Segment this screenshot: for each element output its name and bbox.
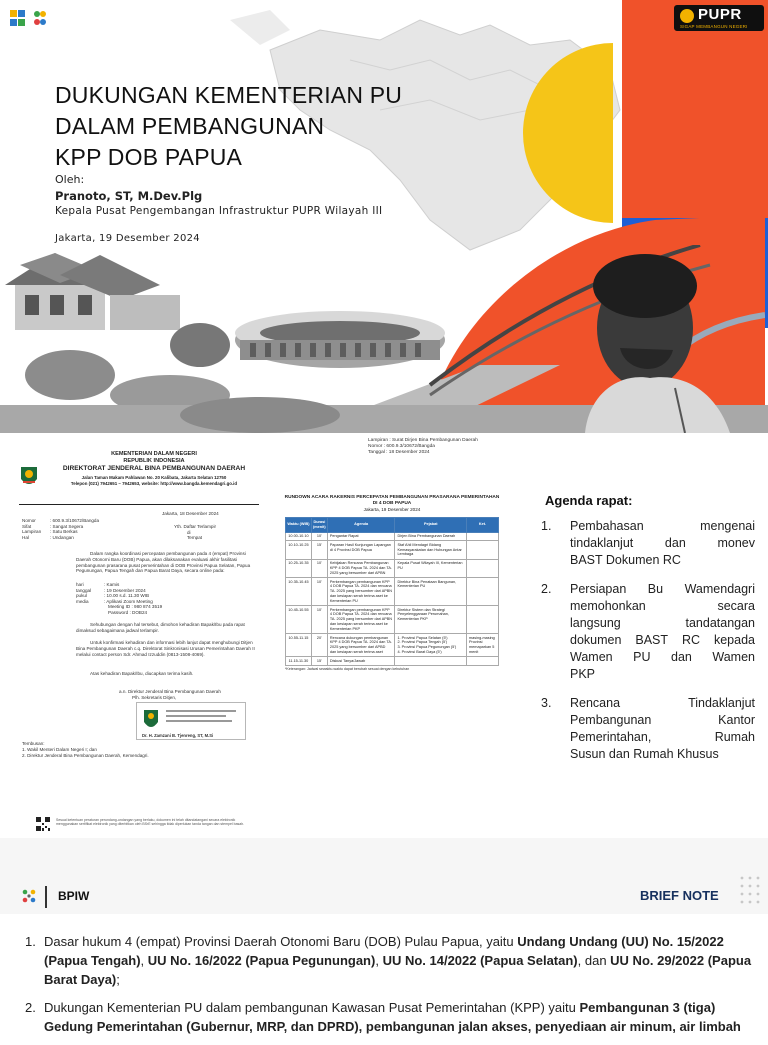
rundown-cell-pejabat: Kepala Pusat Wilayah III, Kementerian PU	[395, 559, 467, 577]
agenda-word: RC	[681, 633, 701, 647]
rundown-cell-durasi: 15'	[311, 657, 327, 666]
agenda-word: Bu	[647, 582, 664, 596]
rundown-cell-agenda: Pengantar Rapat	[327, 532, 395, 541]
col-header-ket: Ket.	[467, 518, 499, 533]
agenda-word: Pembahasan	[570, 519, 644, 533]
rundown-title: RUNDOWN ACARA RAKERNIS PERCEPATAN PEMBANGUNAN PRASARANA PEMERINTAHAN DI 4 DOB PAPUA	[284, 495, 500, 506]
pupr-logo	[674, 5, 764, 31]
agenda-line	[570, 581, 755, 598]
rundown-note: *Keterangan: Jadwal sewaktu-waktu dapat berubah sesuai dengan kebutuhan	[285, 667, 410, 672]
agenda-word: BAST	[635, 633, 669, 647]
signature-line-1: a.n. Direktur Jenderal Bina Pembangunan Daerah	[119, 689, 221, 694]
brief-item-1-part-a: Dasar hukum 4 (empat) Provinsi Daerah Otonomi Baru (DOB) Pulau Papua, yaitu	[44, 934, 518, 949]
agenda-word: dokumen	[570, 633, 622, 647]
agenda-word: Rumah	[714, 730, 755, 744]
qr-code-icon	[36, 817, 50, 831]
schedule-value-pukul: : 10.00 s.d. 11.30 WIB	[104, 593, 150, 599]
letter-paragraph-3: Untuk konfirmasi kehadiran dan informasi lebih lanjut dapat menghubungi Ditjen Bina Pembangunan Daerah c.q. Direktorat Sinkronisasi Urusan Pemerintahan Daerah II melalui contact person Sdr. Ahmad Izzuddin (0813-1508-4069).	[76, 640, 255, 657]
rundown-cell-ket	[467, 606, 499, 634]
agenda-word: Kantor	[718, 713, 755, 727]
bpiw-corner-logo	[10, 8, 50, 30]
col-header-agenda: Agenda	[327, 518, 395, 533]
meta-label-hal: Hal	[22, 534, 29, 540]
agenda-line-last: Susun dan Rumah Khusus	[570, 747, 719, 761]
rundown-row-3	[286, 559, 499, 577]
rundown-cell-agenda: Kebijakan Rencana Pembangunan KPP 4 DOB Papua TA. 2024 dan TA. 2025 yang bersumber dari APBN	[327, 559, 395, 577]
col-header-waktu: Waktu (WIB)	[286, 518, 312, 533]
rundown-cell-durasi: 10'	[311, 559, 327, 577]
letter-footnote: Sesuai ketentuan peraturan perundang-undangan yang berlaku, dokumen ini telah ditandatangani secara elektronik menggunakan sertifikat elektronik yang diterbitkan oleh BSrE sehingga tidak diperlukan tanda tangan dan stempel basah.	[56, 818, 245, 827]
pupr-logo-text: PUPR	[698, 6, 742, 23]
rundown-cell-waktu: 11.15-11.30	[286, 657, 312, 666]
rundown-cell-durasi: 20'	[311, 634, 327, 657]
brief-item-1-end: ;	[116, 972, 120, 987]
agenda-word: Tindaklanjut	[688, 696, 755, 710]
brief-item-2-number: 2.	[25, 1000, 36, 1015]
schedule-label-tanggal: tanggal	[76, 587, 92, 593]
attachment-header	[368, 438, 478, 456]
schedule-labels	[76, 582, 91, 604]
rundown-row-5	[286, 606, 499, 634]
agenda-word: tindaklanjut	[570, 536, 634, 550]
rundown-row-2	[286, 541, 499, 559]
schedule-value-tanggal: : 19 Desember 2024	[104, 587, 146, 593]
agenda-item-text	[570, 695, 755, 763]
brief-note-list	[25, 932, 755, 1045]
rundown-attachment	[282, 495, 502, 671]
letterhead-address: Jalan Taman Makam Pahlawan No. 20 Kalibata, Jakarta Selatan 12750	[81, 475, 227, 480]
brief-item-1-text	[44, 932, 755, 989]
pupr-tagline: SIGAP MEMBANGUN NEGERI	[680, 24, 748, 29]
agenda-word: memohonkan	[570, 599, 646, 613]
letterhead	[14, 448, 264, 508]
invitation-letter	[14, 448, 264, 828]
agenda-line	[570, 712, 755, 729]
meta-value-hal: : Undangan	[50, 534, 74, 540]
agenda-item-1	[525, 518, 755, 569]
meeting-password: Password : DOB24	[108, 609, 148, 615]
agenda-word: monev	[717, 536, 755, 550]
cover-title-line-1: DUKUNGAN KEMENTERIAN PU	[55, 82, 403, 108]
rundown-cell-ket	[467, 532, 499, 541]
rundown-cell-agenda: Perkembangan pembangunan KPP 4 DOB Papua TA. 2024 dan rencana TA. 2025 yang bersumber dari APBN dan kesiapan serah terima aset ke Kementerian PKP	[327, 606, 395, 634]
brief-item-1-sep-2: ,	[375, 953, 383, 968]
meta-value-nomor: : 600.9.3/10672/Bangda	[50, 518, 100, 523]
recipient-line-3: Tempat	[187, 535, 203, 541]
agenda-word: Wamen	[712, 650, 755, 664]
letter-closing: Atas kehadiran Bapak/Ibu, diucapkan terima kasih.	[90, 671, 194, 676]
agenda-item-number: 2.	[541, 582, 552, 596]
cover-title-line-3: KPP DOB PAPUA	[55, 144, 243, 170]
brief-item-1	[25, 932, 755, 989]
cover-date: Jakarta, 19 Desember 2024	[55, 233, 200, 244]
rundown-cell-pejabat: Dirjen Bina Pembangunan Daerah	[395, 532, 467, 541]
rundown-cell-durasi: 10'	[311, 578, 327, 606]
agenda-line	[570, 615, 755, 632]
agenda-word: tandatangan	[685, 616, 755, 630]
bpiw-logo-icon	[22, 889, 36, 903]
presenter-position: Kepala Pusat Pengembangan Infrastruktur PUPR Wilayah III	[55, 205, 383, 217]
cover-title	[55, 80, 475, 173]
rundown-cell-waktu: 10.45-10.55	[286, 606, 312, 634]
meta-value-sifat: : Sangat Segera	[50, 523, 84, 529]
agenda-line	[570, 632, 755, 649]
signer-name: Dr. H. Zamzani B. Tjenreng, ST, M.Si	[142, 733, 214, 738]
cc-item-1: 1. Wakil Menteri Dalam Negeri I; dan	[22, 747, 97, 752]
rundown-cell-waktu: 10.10-10.25	[286, 541, 312, 559]
rundown-cell-pejabat	[395, 657, 467, 666]
brief-item-1-uu-15: Undang Undang (UU) No. 15/2022 (Papua Tengah)	[44, 934, 724, 968]
agenda-word: Rencana	[570, 696, 621, 710]
agenda-item-2	[525, 581, 755, 683]
rundown-cell-pejabat: Direktur Sistem dan Strategi Penyelenggaraan Perumahan, Kementerian PKP	[395, 606, 467, 634]
schedule-label-hari: hari	[76, 582, 84, 587]
agenda-word: Pemerintahan,	[570, 730, 652, 744]
rundown-cell-ket	[467, 657, 499, 666]
cover-slide	[0, 0, 768, 433]
agenda-list	[525, 518, 755, 763]
oleh-label: Oleh:	[55, 173, 85, 186]
agenda-word: mengenai	[700, 519, 755, 533]
letterhead-divider	[19, 504, 259, 505]
cc-item-2: 2. Direktur Jenderal Bina Pembangunan Daerah, Kemendagri.	[22, 753, 149, 758]
brief-item-1-uu-14: UU No. 14/2022 (Papua Selatan)	[382, 953, 578, 968]
recipient-line-1: Yth. Daftar Terlampir	[174, 524, 217, 529]
agenda-word: kepada	[713, 633, 755, 647]
brief-item-2	[25, 998, 755, 1036]
signature-line-2: Plh. Sekretaris Ditjen,	[132, 695, 177, 700]
brief-item-2-text	[44, 998, 755, 1036]
rundown-header-row	[286, 518, 499, 533]
agenda-word: Persiapan	[570, 582, 627, 596]
agenda-item-3	[525, 695, 755, 763]
agenda-item-text	[570, 518, 755, 569]
rundown-cell-agenda: Paparan Hasil Kunjungan Lapangan di 4 Provinsi DOB Papua	[327, 541, 395, 559]
rundown-cell-ket	[467, 578, 499, 606]
agenda-word: PU	[633, 650, 651, 664]
brief-item-1-uu-29: UU No. 29/2022 (Papua Barat Daya)	[44, 953, 752, 987]
rundown-cell-pejabat: 1. Provinsi Papua Selatan (5') 2. Provinsi Papua Tengah (5') 3. Provinsi Papua Pegunungan (5') 4. Provinsi Barat Daya (5')	[395, 634, 467, 657]
agenda-word: Wamendagri	[684, 582, 755, 596]
cover-title-line-2: DALAM PEMBANGUNAN	[55, 113, 325, 139]
brief-note-slide	[0, 838, 768, 1034]
brief-item-1-sep-1: ,	[140, 953, 148, 968]
rundown-cell-waktu: 10.00-10.10	[286, 532, 312, 541]
agenda-line-last: PKP	[570, 667, 596, 681]
brief-item-1-number: 1.	[25, 934, 36, 949]
agenda-line	[570, 695, 755, 712]
meta-label-sifat: Sifat	[22, 523, 32, 529]
attachment-tanggal: Tanggal : 18 Desember 2024	[368, 450, 430, 455]
brief-note-label: BRIEF NOTE	[640, 888, 719, 903]
meta-value-lampiran: : Satu Berkas	[50, 529, 78, 535]
recipient-line-2: di	[187, 529, 191, 535]
pupr-emblem-icon	[680, 9, 694, 23]
yellow-semicircle-accent	[523, 43, 613, 223]
rundown-cell-ket: masing-masing Provinsi memaparkan 5 menit	[467, 634, 499, 657]
brief-item-2-part-b: Pembangunan 3 (tiga) Gedung Pemerintahan (Gubernur, MRP, dan DPRD), pembangunan jalan akses, penyediaan air minum, air limbah	[44, 1000, 741, 1034]
rundown-cell-agenda: Perkembangan pembangunan KPP 4 DOB Papua TA. 2024 dan rencana TA. 2025 yang bersumber dari APBN dan kesiapan serah terima aset ke Kementerian PU	[327, 578, 395, 606]
meeting-id: Meeting ID : 980 874 3519	[108, 604, 163, 610]
letterhead-line-2: REPUBLIK INDONESIA	[123, 458, 185, 464]
schedule-value-hari: : Kamis	[104, 582, 120, 587]
letter-meta-labels	[22, 518, 41, 540]
agenda-line	[570, 598, 755, 615]
brief-item-2-part-a: Dukungan Kementerian PU dalam pembangunan Kawasan Pusat Pemerintahan (KPP) yaitu	[44, 1000, 580, 1015]
rundown-cell-agenda: Diskusi Tanya/Jawab	[327, 657, 395, 666]
meta-label-lampiran: Lampiran	[22, 529, 42, 535]
agenda-line	[570, 518, 755, 535]
col-header-pejabat: Pejabat	[395, 518, 467, 533]
rundown-table	[285, 517, 499, 666]
rundown-cell-waktu: 10.35-10.45	[286, 578, 312, 606]
rundown-cell-ket	[467, 541, 499, 559]
rundown-cell-pejabat: Staf Ahli Mendagri Bidang Kemasyarakatan dan Hubungan Antar Lembaga	[395, 541, 467, 559]
rundown-row-7	[286, 657, 499, 666]
agenda-item-number: 3.	[541, 696, 552, 710]
presenter-name: Pranoto, ST, M.Dev.Plg	[55, 189, 203, 203]
agenda-line	[570, 649, 755, 666]
agenda-word: Pembangunan	[570, 713, 652, 727]
agenda-panel	[525, 493, 755, 775]
letter-place-date: Jakarta, 18 Desember 2024	[162, 511, 219, 516]
rundown-cell-agenda: Rencana dukungan pembangunan KPP 4 DOB Papua TA. 2024 dan TA. 2025 yang bersumber dari APBD dan kesiapan serah terima aset	[327, 634, 395, 657]
agenda-line	[570, 729, 755, 746]
brief-item-1-sep-3: , dan	[577, 953, 611, 968]
agenda-word: dan	[664, 536, 686, 550]
letter-paragraph-2: Sehubungan dengan hal tersebut, dimohon kehadiran Bapak/Ibu pada rapat dimaksud sebagaimana jadwal terlampir.	[76, 622, 245, 633]
bpiw-divider	[45, 886, 47, 908]
agenda-word: dan	[671, 650, 692, 664]
rundown-cell-durasi: 10'	[311, 606, 327, 634]
person-photo	[565, 248, 750, 433]
agenda-item-number: 1.	[541, 519, 552, 533]
rundown-cell-ket	[467, 559, 499, 577]
schedule-label-pukul: pukul	[76, 593, 87, 599]
schedule-values	[104, 582, 162, 616]
rundown-date: Jakarta, 19 Desember 2024	[363, 507, 421, 512]
letterhead-phone: Telepon (021) 7942651 – 7942653, website: http://www.bangda.kemendagri.go.id	[70, 481, 238, 486]
schedule-value-media: : Aplikasi Zoom Meeting	[104, 598, 153, 604]
agenda-line	[570, 535, 755, 552]
kemendagri-emblem-icon	[19, 465, 39, 489]
col-header-durasi: Durasi (menit)	[311, 518, 327, 533]
document-section	[0, 433, 768, 838]
agenda-title: Agenda rapat:	[545, 493, 633, 508]
agenda-word: secara	[717, 599, 755, 613]
orange-accent-band	[622, 0, 768, 218]
rundown-table-body	[286, 532, 499, 666]
letterhead-line-1: KEMENTERIAN DALAM NEGERI	[111, 451, 197, 457]
rundown-cell-pejabat: Direktur Bina Penataan Bangunan, Kementerian PU	[395, 578, 467, 606]
agenda-line-last: BAST Dokumen RC	[570, 553, 681, 567]
attachment-nomor: Nomor : 600.9.3/10672/Bangda	[368, 444, 435, 449]
cc-title: Tembusan:	[22, 741, 45, 746]
agenda-word: Wamen	[570, 650, 613, 664]
letter-recipient	[174, 524, 216, 541]
agenda-word: langsung	[570, 616, 621, 630]
brief-item-1-uu-16: UU No. 16/2022 (Papua Pegunungan)	[147, 953, 376, 968]
letter-meta-values	[50, 518, 99, 540]
schedule-label-media: media	[76, 598, 89, 604]
rundown-row-1	[286, 532, 499, 541]
rundown-cell-durasi: 10'	[311, 532, 327, 541]
rundown-cell-waktu: 10.55-11.15	[286, 634, 312, 657]
bpiw-label: BPIW	[58, 889, 90, 903]
rundown-row-6	[286, 634, 499, 657]
meta-label-nomor: Nomor	[22, 518, 36, 523]
rundown-cell-waktu: 10.25-10.35	[286, 559, 312, 577]
decorative-dots	[738, 874, 766, 912]
rundown-row-4	[286, 578, 499, 606]
agenda-item-text	[570, 581, 755, 683]
letter-paragraph-1: Dalam rangka koordinasi percepatan pembangunan pada 4 (empat) Provinsi Daerah Otonomi Baru (DOB) Papua, akan dilaksanakan evaluasi akhir fasilitasi pembangunan prasarana pusat pemerintahan di DOB Provinsi Papua Selatan, Papua Pegunungan, Papua Tengah dan Papua Barat Daya, secara online pada:	[76, 551, 251, 574]
attachment-lampiran: Lampiran : Surat Dirjen Bina Pembangunan Daerah	[368, 438, 478, 443]
letterhead-line-3: DIREKTORAT JENDERAL BINA PEMBANGUNAN DAERAH	[62, 465, 246, 472]
rundown-cell-durasi: 15'	[311, 541, 327, 559]
